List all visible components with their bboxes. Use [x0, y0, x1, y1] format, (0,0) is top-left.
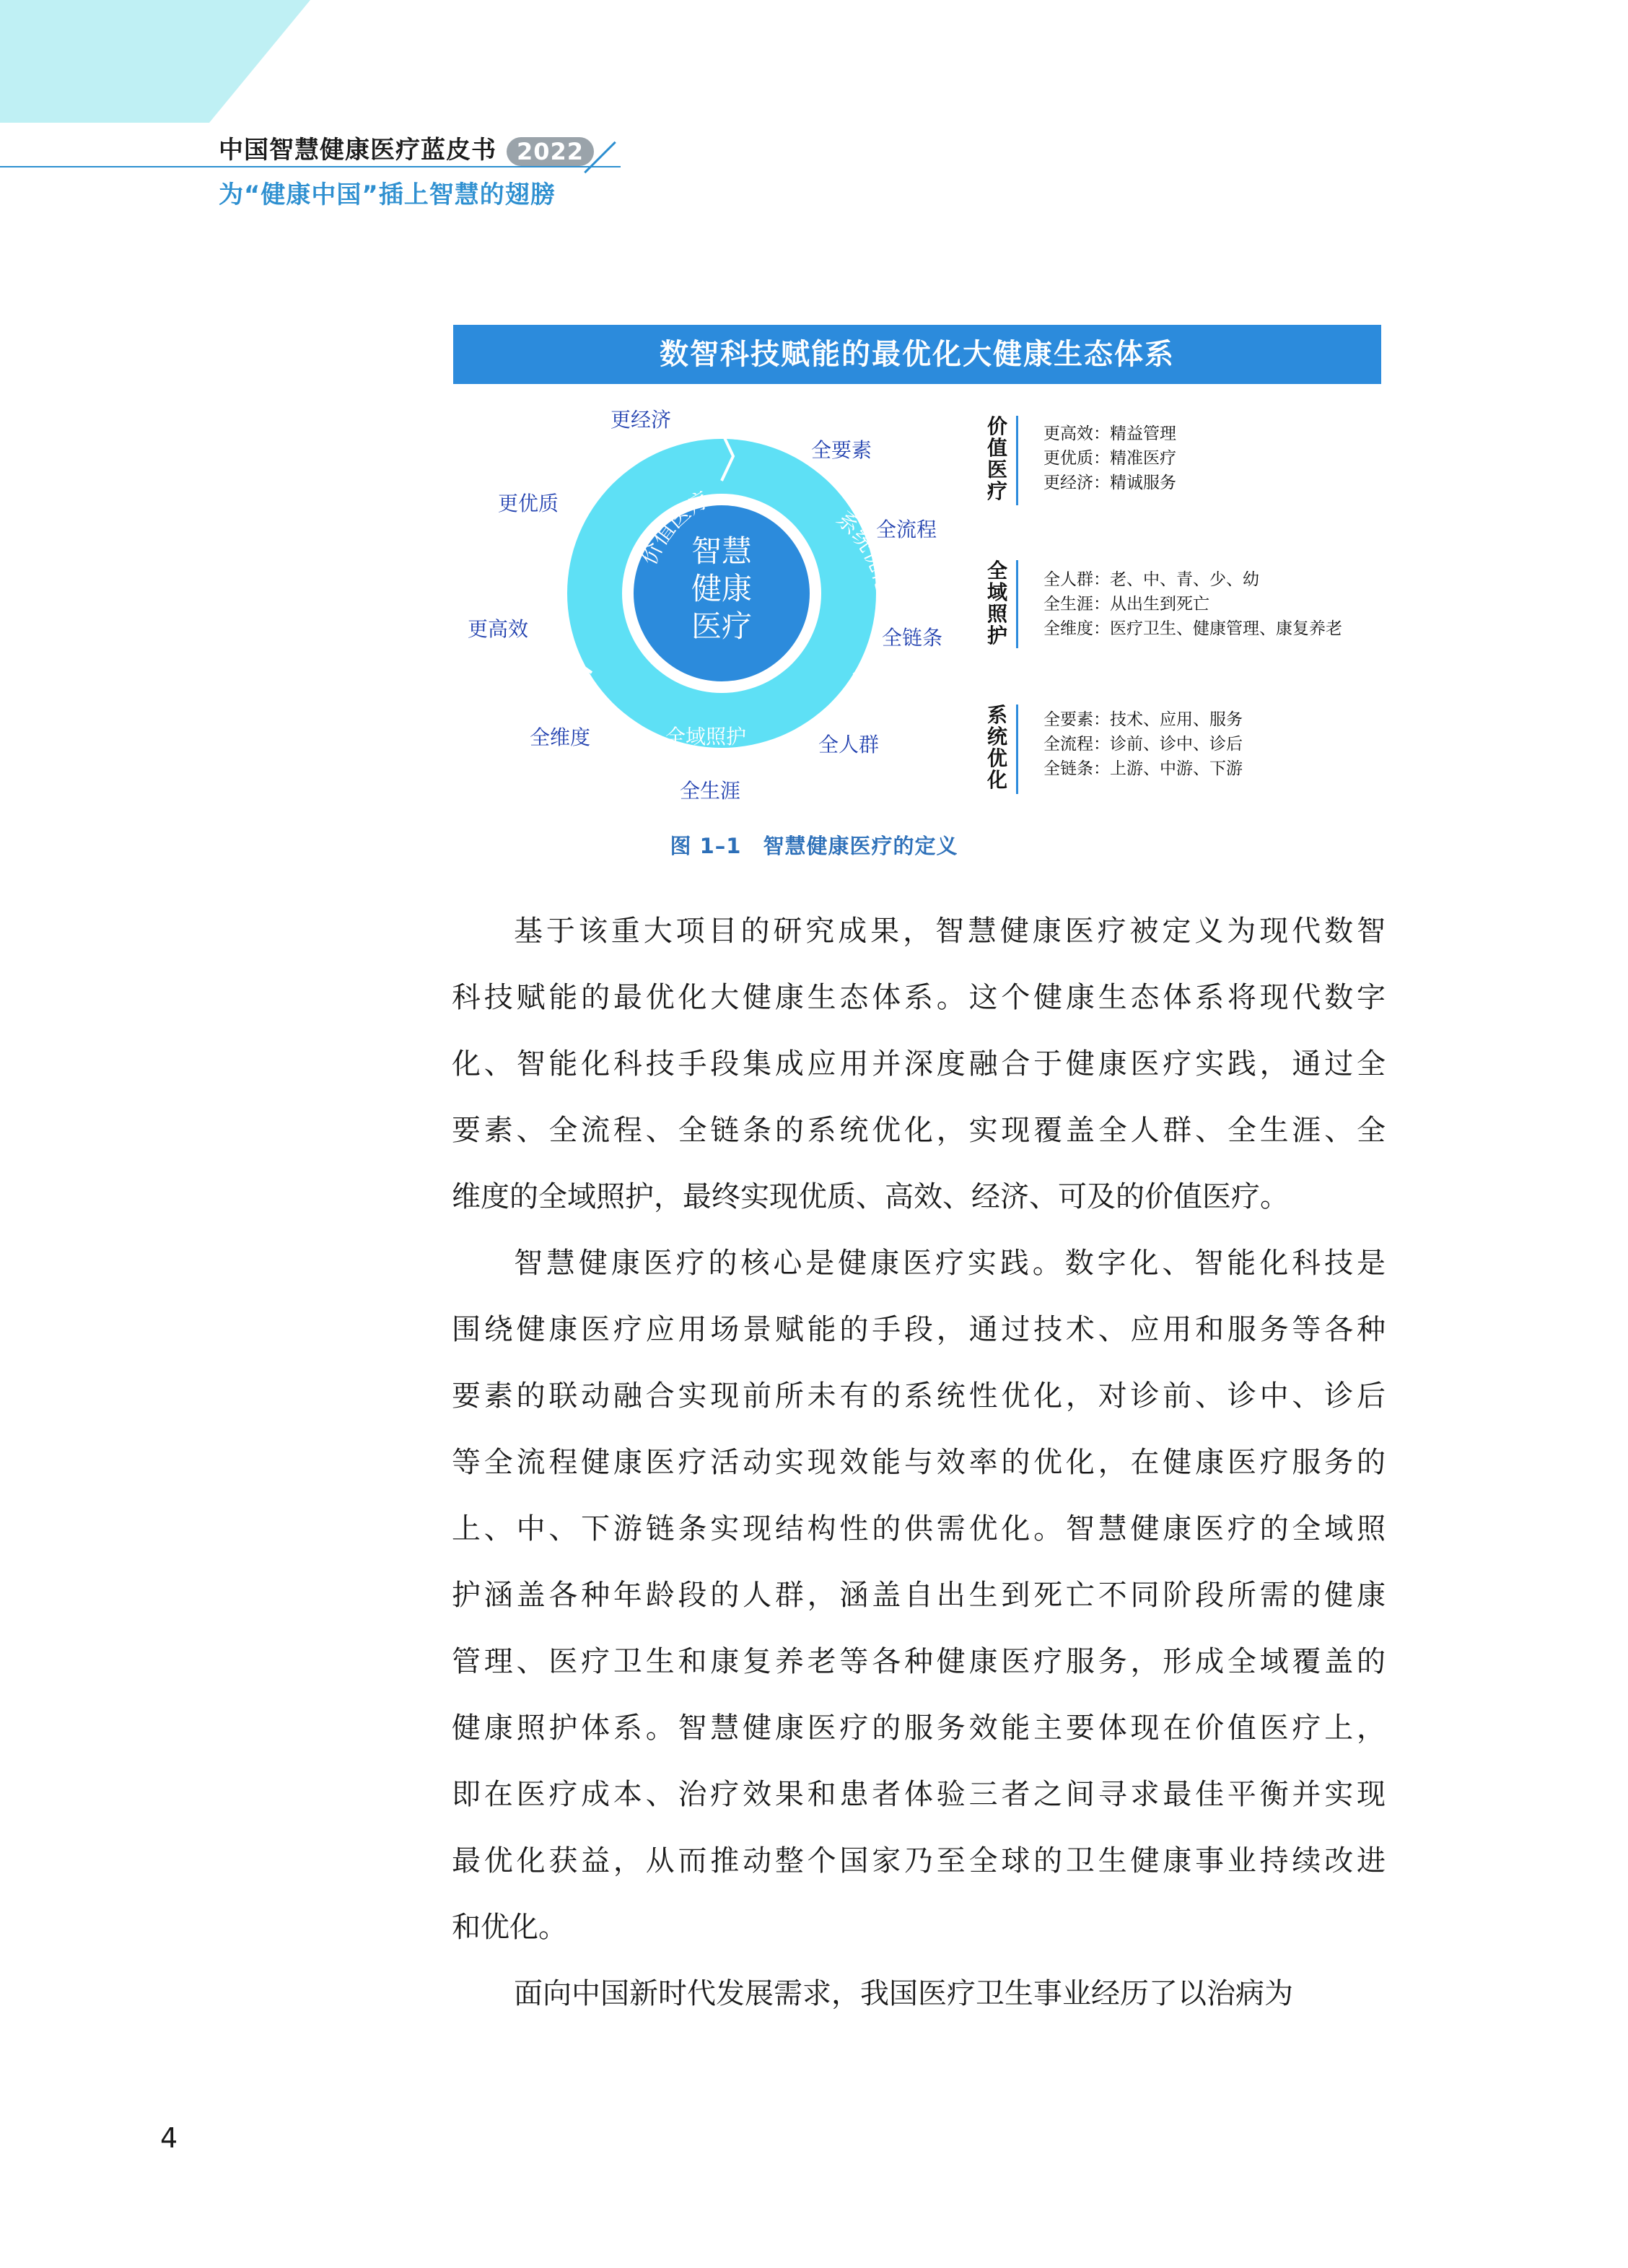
text-line: 智慧健康医疗的核心是健康医疗实践。数字化、智能化科技是 [514, 1247, 1386, 1280]
legend-full-care-bar [1016, 560, 1018, 648]
label-full-chain: 全链条 [882, 626, 943, 650]
segment-label-system-path: 系统优化 [831, 506, 898, 596]
figure-banner-title: 数智科技赋能的最优化大健康生态体系 [453, 325, 1381, 384]
legend-value-care-items [1043, 422, 1176, 495]
legend-item: 全链条：上游、中游、下游 [1043, 759, 1243, 778]
year-badge: 2022 [507, 137, 594, 166]
segment-label-value-path: 价值医疗 [636, 487, 714, 570]
legend-item: 全要素：技术、应用、服务 [1043, 710, 1243, 729]
legend-item: 全人群：老、中、青、少、幼 [1043, 570, 1259, 589]
text-line: 管理、医疗卫生和康复养老等各种健康医疗服务，形成全域覆盖的 [452, 1645, 1386, 1678]
text-line: 最优化获益，从而推动整个国家乃至全球的卫生健康事业持续改进 [452, 1844, 1386, 1877]
label-all-dimensions: 全维度 [530, 725, 591, 749]
legend-item: 更经济：精诚服务 [1043, 474, 1176, 492]
page-number: 4 [160, 2122, 178, 2154]
label-more-economic: 更经济 [610, 408, 672, 432]
text-line: 科技赋能的最优化大健康生态体系。这个健康生态体系将现代数字 [452, 981, 1386, 1014]
segment-arrow-right [852, 673, 873, 707]
text-line: 围绕健康医疗应用场景赋能的手段，通过技术、应用和服务等各种 [452, 1313, 1386, 1346]
legend-full-care-items [1043, 567, 1342, 641]
book-title [219, 130, 594, 166]
label-all-elements: 全要素 [811, 438, 872, 462]
figure-caption: 图 1–1 智慧健康医疗的定义 [670, 834, 958, 858]
legend-system-opt-title: 系统优化 [986, 703, 1007, 792]
book-title-text: 中国智慧健康医疗蓝皮书 [219, 136, 496, 165]
center-line-1: 智慧 [691, 533, 753, 569]
text-line: 化、智能化科技手段集成应用并深度融合于健康医疗实践，通过全 [452, 1047, 1386, 1081]
paragraph-2 [452, 1230, 1386, 1960]
text-line: 维度的全域照护，最终实现优质、高效、经济、可及的价值医疗。 [452, 1180, 1289, 1213]
legend-system-opt-bar [1016, 705, 1018, 794]
label-full-lifecycle: 全生涯 [680, 779, 741, 803]
ring-diagram [447, 390, 996, 823]
legend-full-care-title: 全域照护 [986, 559, 1007, 647]
center-line-2: 健康 [691, 571, 753, 606]
legend-value-care-title: 价值医疗 [986, 414, 1007, 503]
center-line-3: 医疗 [691, 609, 753, 644]
label-more-efficient: 更高效 [468, 617, 529, 641]
label-all-population: 全人群 [818, 733, 880, 756]
legend-item: 更优质：精准医疗 [1043, 449, 1176, 468]
book-subtitle: 为“健康中国”插上智慧的翅膀 [219, 180, 556, 209]
text-line: 和优化。 [452, 1911, 567, 1944]
legend-system-opt-items [1043, 707, 1243, 781]
text-line: 要素、全流程、全链条的系统优化，实现覆盖全人群、全生涯、全 [452, 1114, 1386, 1147]
legend-item: 全生涯：从出生到死亡 [1043, 595, 1209, 614]
text-line: 面向中国新时代发展需求，我国医疗卫生事业经历了以治病为 [514, 1977, 1293, 2010]
paragraph-3 [452, 1960, 1386, 2027]
text-line: 即在医疗成本、治疗效果和患者体验三者之间寻求最佳平衡并实现 [452, 1778, 1386, 1811]
label-full-process: 全流程 [876, 518, 937, 541]
text-line: 护涵盖各种年龄段的人群，涵盖自出生到死亡不同阶段所需的健康 [452, 1579, 1386, 1612]
paragraph-1 [452, 898, 1386, 1230]
segment-label-care: 全域照护 [665, 725, 747, 749]
label-better-quality: 更优质 [498, 492, 559, 515]
header-divider [0, 166, 621, 167]
legend-value-care-bar [1016, 416, 1018, 505]
text-line: 要素的联动融合实现前所未有的系统性优化，对诊前、诊中、诊后 [452, 1379, 1386, 1413]
text-line: 基于该重大项目的研究成果，智慧健康医疗被定义为现代数智 [514, 915, 1386, 948]
text-line: 上、中、下游链条实现结构性的供需优化。智慧健康医疗的全域照 [452, 1512, 1386, 1545]
text-line: 等全流程健康医疗活动实现效能与效率的优化，在健康医疗服务的 [452, 1446, 1386, 1479]
corner-decoration [0, 0, 310, 123]
text-line: 健康照护体系。智慧健康医疗的服务效能主要体现在价值医疗上， [452, 1711, 1386, 1745]
legend-item: 更高效：精益管理 [1043, 424, 1176, 443]
legend-item: 全流程：诊前、诊中、诊后 [1043, 735, 1243, 754]
legend-item: 全维度：医疗卫生、健康管理、康复养老 [1043, 619, 1342, 638]
